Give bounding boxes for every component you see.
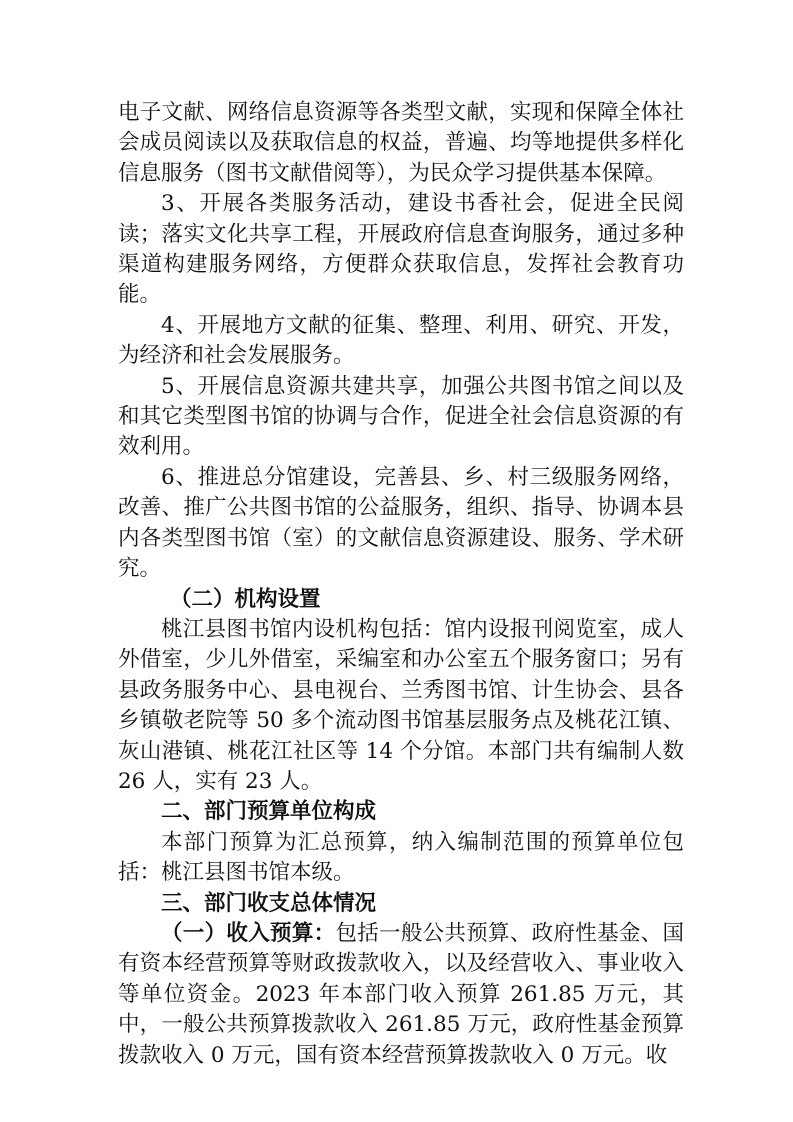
income-budget-text: 包括一般公共预算、政府性基金、国有资本经营预算等财政拨款收入，以及经营收入、事业收入等单位资金。2023 年本部门收入预算 261.85 万元，其中，一般公共预算拨款收入 261.85 万元，政府性基金预算拨款收入 0 万元，国有资本经营预算拨款收入 0 万元。收: [118, 920, 684, 1068]
paragraph-income-budget: [118, 919, 684, 1071]
heading-overall-revenue-expenditure: 三、部门收支总体情况: [161, 890, 377, 916]
income-budget-lead: （一）收入预算：: [161, 920, 336, 946]
paragraph-item-3: 3、开展各类服务活动，建设书香社会，促进全民阅读；落实文化共享工程，开展政府信息查询服务，通过多种渠道构建服务网络，方便群众获取信息，发挥社会教育功能。: [118, 191, 684, 308]
document-page: [118, 98, 691, 1071]
heading-budget-units: 二、部门预算单位构成: [161, 799, 377, 825]
paragraph-org-setup: 桃江县图书馆内设机构包括：馆内设报刊阅览室，成人外借室，少儿外借室，采编室和办公室五个服务窗口；另有县政务服务中心、县电视台、兰秀图书馆、计生协会、县各乡镇敬老院等 50 多个流动图书馆基层服务点及桃花江镇、灰山港镇、桃花江社区等 14 个分馆。本部门共有编制人数 26 人，实有 23 人。: [118, 616, 691, 794]
paragraph-item-4: 4、开展地方文献的征集、整理、利用、研究、开发，为经济和社会发展服务。: [118, 312, 684, 369]
paragraph-item-5: 5、开展信息资源共建共享，加强公共图书馆之间以及和其它类型图书馆的协调与合作，促进全社会信息资源的有效利用。: [118, 373, 684, 460]
paragraph-budget-units: 本部门预算为汇总预算，纳入编制范围的预算单位包括：桃江县图书馆本级。: [118, 829, 684, 886]
paragraph-item-6: 6、推进总分馆建设，完善县、乡、村三级服务网络，改善、推广公共图书馆的公益服务，组织、指导、协调本县内各类型图书馆（室）的文献信息资源建设、服务、学术研究。: [118, 464, 684, 582]
heading-org-setup: （二）机构设置: [170, 586, 321, 612]
paragraph-intro-continued: 电子文献、网络信息资源等各类型文献，实现和保障全体社会成员阅读以及获取信息的权益，普遍、均等地提供多样化信息服务（图书文献借阅等），为民众学习提供基本保障。: [118, 100, 684, 186]
